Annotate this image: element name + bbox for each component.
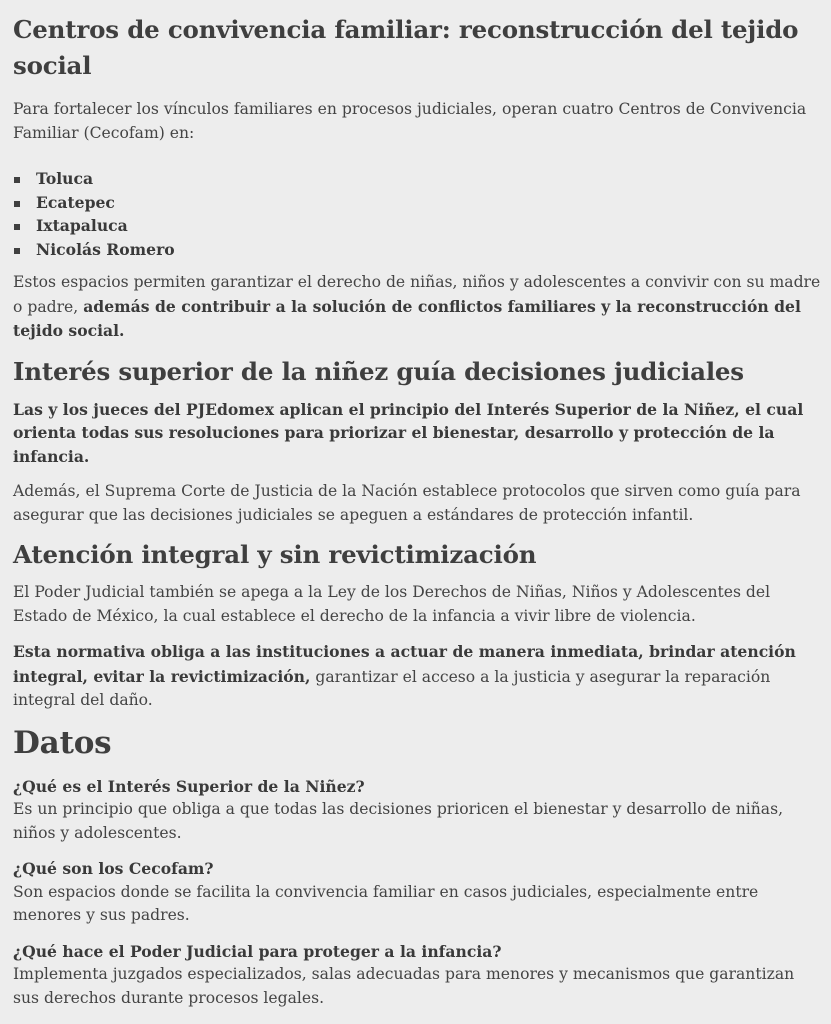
- faq-question: ¿Qué es el Interés Superior de la Niñez?: [13, 776, 365, 796]
- section-heading-interes-superior: Interés superior de la niñez guía decisiones judiciales: [13, 356, 744, 386]
- atencion-integral-obligations: Esta normativa obliga a las instituciones a actuar de manera inmediata, brindar atención integral, evitar la revictimización, garantizar el acceso a la justicia y asegurar la reparación integral del daño.: [13, 642, 796, 709]
- faq-question: ¿Qué son los Cecofam?: [13, 859, 214, 878]
- cecofam-closing: Estos espacios permiten garantizar el derecho de niñas, niños y adolescentes a convivir con su madre o padre, además de contribuir a la solución de conflictos familiares y la reconstrucción del tejido social.: [13, 273, 821, 340]
- faq-answer: Implementa juzgados especializados, salas adecuadas para menores y mecanismos que garantizan sus derechos durante procesos legales.: [13, 965, 795, 1007]
- atencion-integral-body: El Poder Judicial también se apega a la Ley de los Derechos de Niñas, Niños y Adolescentes del Estado de México, la cual establece el derecho de la infancia a vivir libre de violencia.: [13, 583, 771, 625]
- bullet-icon: [14, 177, 20, 183]
- faq-item: [13, 857, 831, 928]
- interes-superior-body: Además, el Suprema Corte de Justicia de la Nación establece protocolos que sirven como guía para asegurar que las decisiones judiciales se apeguen a estándares de protección infantil.: [13, 482, 801, 524]
- list-item: Toluca: [13, 167, 831, 191]
- bullet-icon: [14, 248, 20, 254]
- bullet-icon: [14, 201, 20, 207]
- faq-answer: Son espacios donde se facilita la convivencia familiar en casos judiciales, especialmente entre menores y sus padres.: [13, 882, 759, 924]
- cecofam-list: [13, 167, 831, 261]
- faq-question: ¿Qué hace el Poder Judicial para proteger a la infancia?: [13, 941, 502, 961]
- list-item: Ecatepec: [13, 191, 831, 215]
- list-item: Ixtapaluca: [13, 214, 831, 238]
- bullet-icon: [14, 224, 20, 230]
- interes-superior-lead: Las y los jueces del PJEdomex aplican el principio del Interés Superior de la Niñez, el cual orienta todas sus resoluciones para priorizar el bienestar, desarrollo y protección de la infancia.: [13, 399, 804, 466]
- cecofam-intro: Para fortalecer los vínculos familiares en procesos judiciales, operan cuatro Centros de Convivencia Familiar (Cecofam) en:: [13, 100, 807, 142]
- list-item: Nicolás Romero: [13, 238, 831, 262]
- faq-answer: Es un principio que obliga a que todas las decisiones prioricen el bienestar y desarrollo de niñas, niños y adolescentes.: [13, 800, 784, 842]
- faq-item: [13, 940, 831, 1011]
- section-heading-datos: Datos: [13, 724, 112, 761]
- section-heading-atencion-integral: Atención integral y sin revictimización: [13, 540, 537, 569]
- section-heading-cecofam: Centros de convivencia familiar: reconstrucción del tejido social: [13, 15, 799, 80]
- faq-item: [13, 775, 831, 846]
